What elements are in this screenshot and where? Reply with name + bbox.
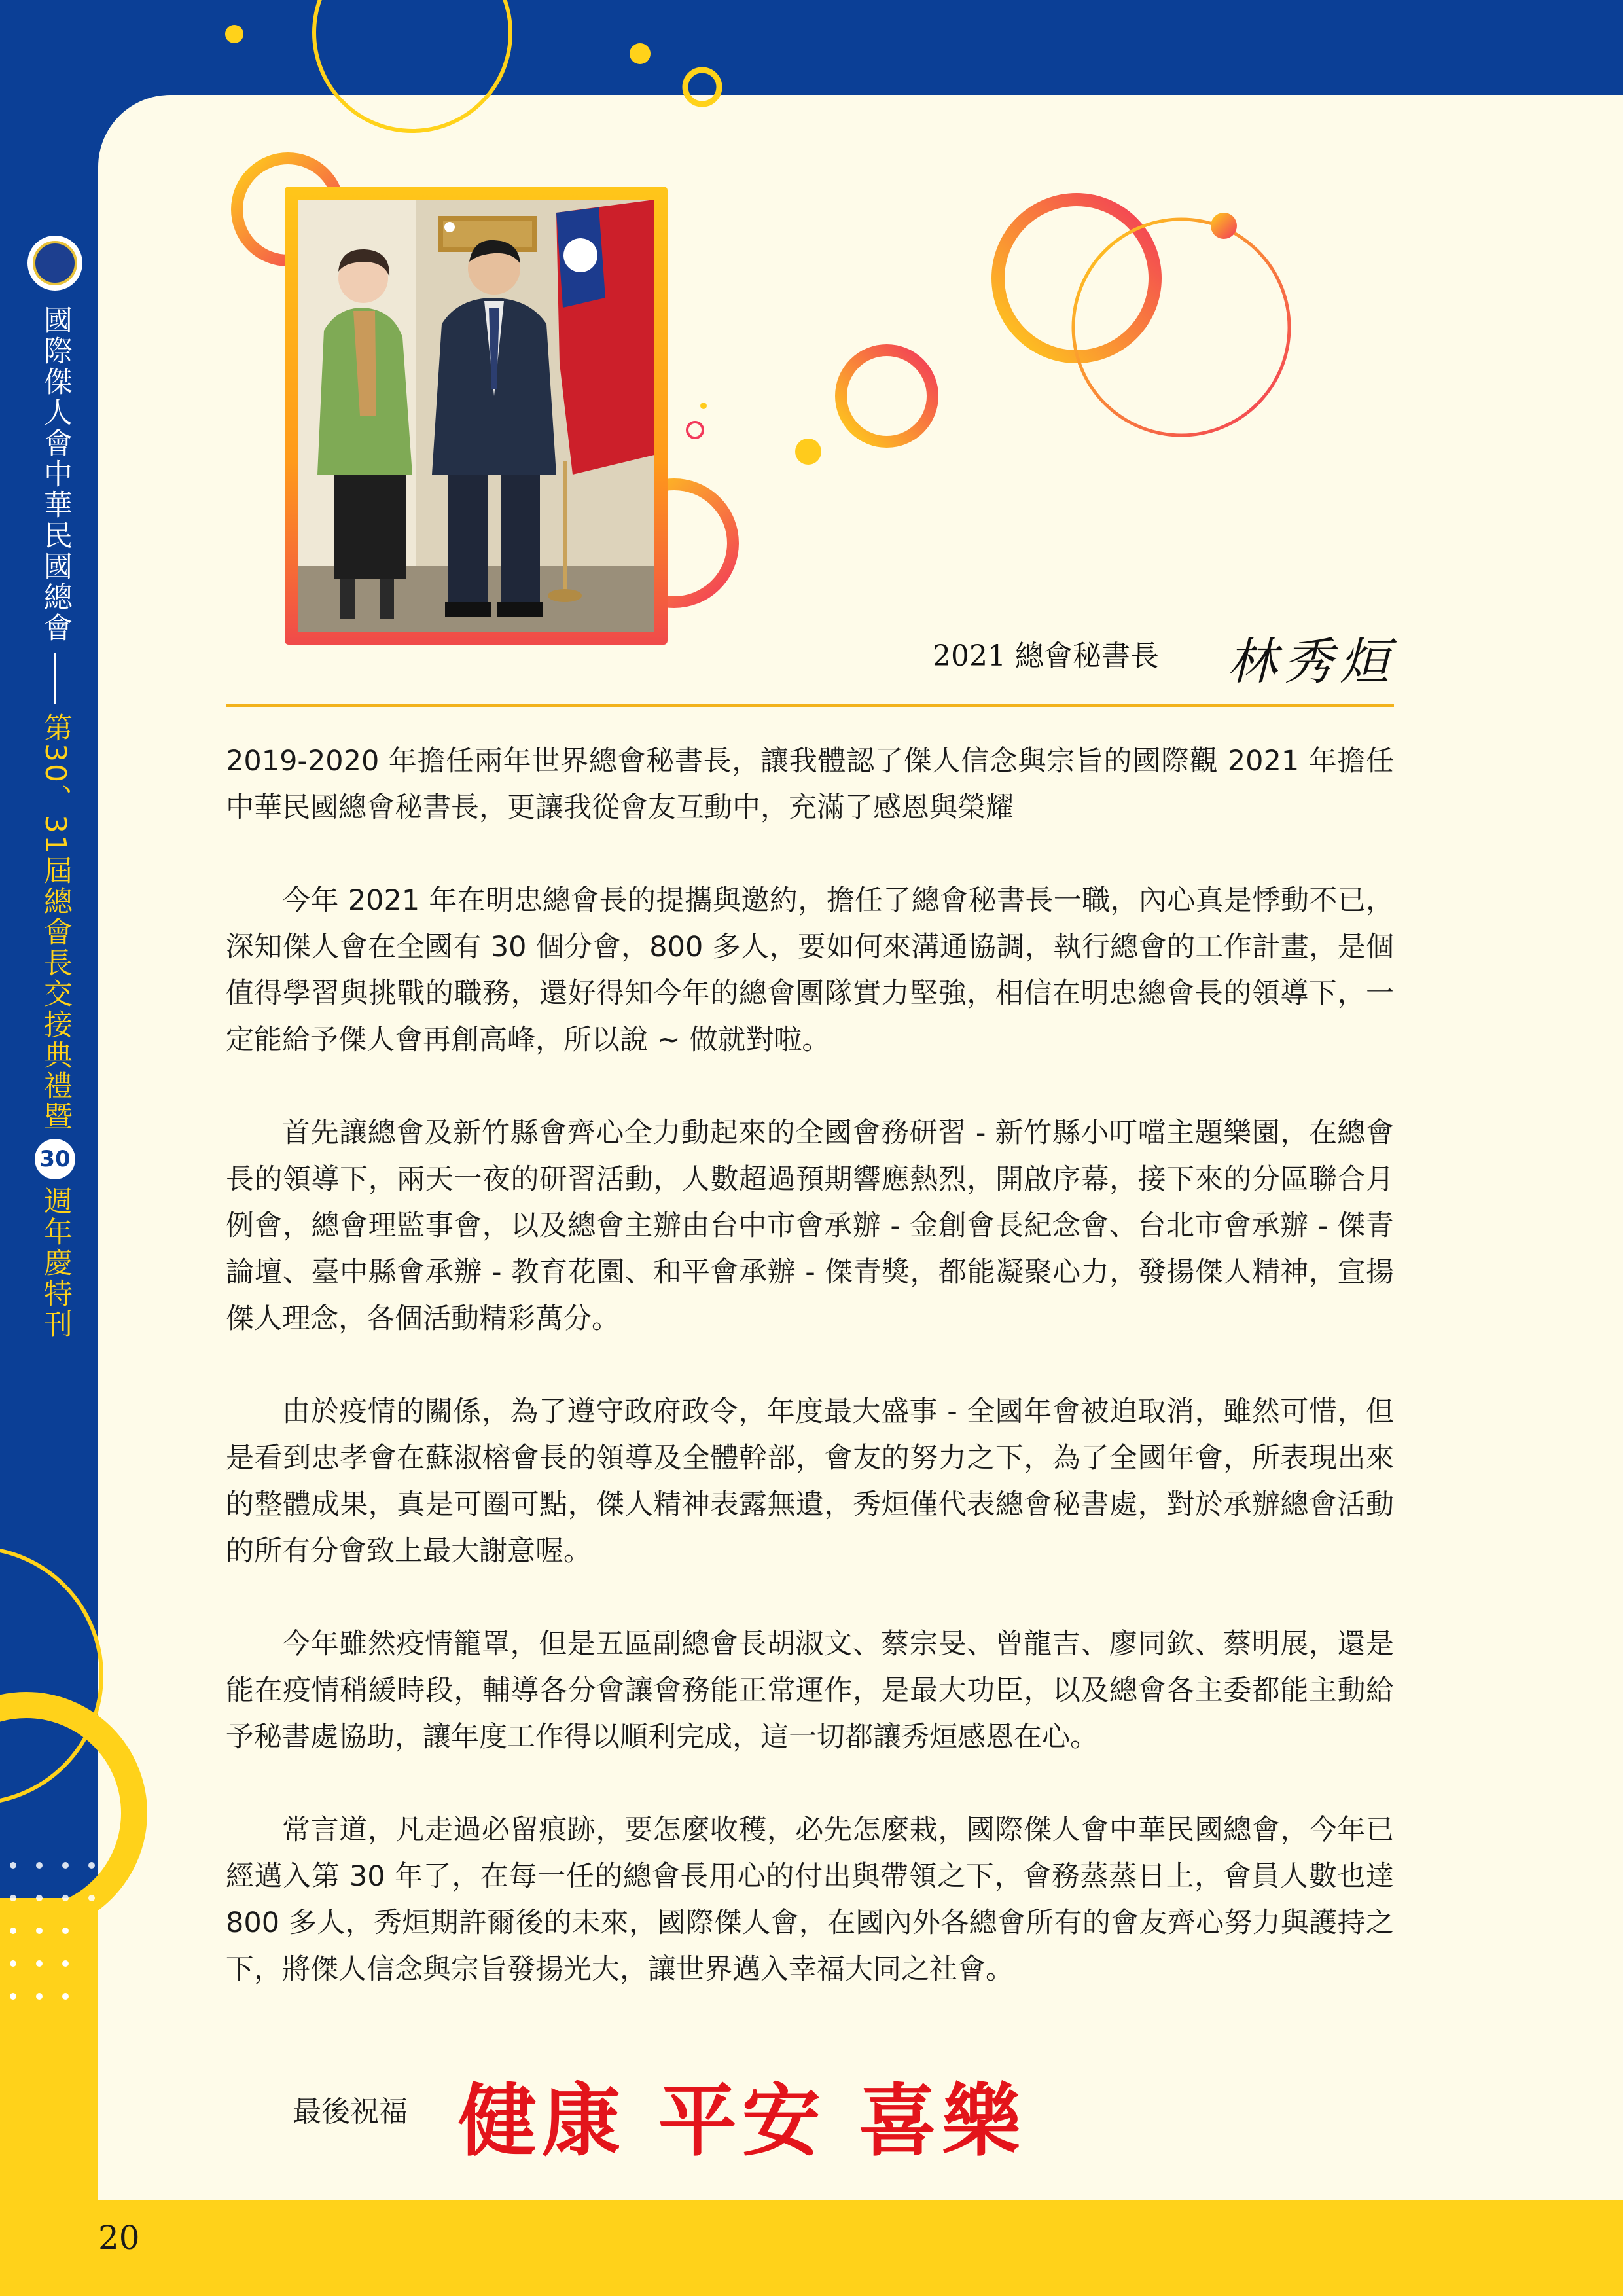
sidebar-subtitle-a: 第30、31屆總會長交接典禮暨 <box>39 713 72 1132</box>
caption-role: 2021 總會秘書長 <box>933 639 1159 673</box>
article-body <box>226 738 1394 2039</box>
paragraph-3: 首先讓總會及新竹縣會齊心全力動起來的全國會務研習 - 新竹縣小叮噹主題樂園，在總會長的領導下，兩天一夜的研習活動，人數超過預期響應熱烈，開啟序幕，接下來的分區聯合月例會，總會理監事會，以及總會主辦由台中市會承辦 - 金創會長紀念會、台北市會承辦 - 傑青論壇、臺中縣會承辦 - 教育花園、和平會承辦 - 傑青獎，都能凝聚心力，發揚傑人精神，宣揚傑人理念，各個活動精彩萬分。 <box>226 1117 1394 1335</box>
caption-name: 林秀烜 <box>1227 632 1396 691</box>
divider-rule <box>226 704 1394 707</box>
page-number: 20 <box>98 2219 140 2257</box>
paragraph-6: 常言道，凡走過必留痕跡，要怎麼收穫，必先怎麼栽，國際傑人會中華民國總會，今年已經邁入第 30 年了，在每一任的總會長用心的付出與帶領之下，會務蒸蒸日上，會員人數也達 800 多人，秀烜期許爾後的未來，國際傑人會，在國內外各總會所有的會友齊心努力與護持之下，將傑人信念與宗旨發揚光大，讓世界邁入幸福大同之社會。 <box>226 1814 1394 1986</box>
sidebar-divider <box>54 653 56 704</box>
association-logo <box>27 236 82 291</box>
sidebar-title: 國際傑人會中華民國總會 <box>39 305 72 643</box>
closing-wishes: 健康 平安 喜樂 <box>458 2075 1026 2167</box>
closing-label: 最後祝福 <box>293 2095 408 2128</box>
photo-frame <box>285 187 668 645</box>
anniversary-badge: 30 <box>35 1139 75 1179</box>
sidebar <box>27 236 82 1340</box>
paragraph-2: 今年 2021 年在明忠總會長的提攜與邀約，擔任了總會秘書長一職，內心真是悸動不已，深知傑人會在全國有 30 個分會，800 多人，要如何來溝通協調，執行總會的工作計畫，是個值得學習與挑戰的職務，還好得知今年的總會團隊實力堅強，相信在明忠總會長的領導下，一定能給予傑人會再創高峰，所以說 ~ 做就對啦。 <box>226 884 1394 1056</box>
paragraph-1: 2019-2020 年擔任兩年世界總會秘書長，讓我體認了傑人信念與宗旨的國際觀 2021 年擔任中華民國總會秘書長，更讓我從會友互動中，充滿了感恩與榮耀 <box>226 745 1394 824</box>
paragraph-4: 由於疫情的關係，為了遵守政府政令，年度最大盛事 - 全國年會被迫取消，雖然可惜，但是看到忠孝會在蘇淑榕會長的領導及全體幹部，會友的努力之下，為了全國年會，所表現出來的整體成果，真是可圈可點，傑人精神表露無遺，秀烜僅代表總會秘書處，對於承辦總會活動的所有分會致上最大謝意喔。 <box>226 1395 1394 1568</box>
sidebar-subtitle-b: 週年慶特刊 <box>39 1185 72 1340</box>
portrait-photo <box>298 200 654 632</box>
paragraph-5: 今年雖然疫情籠罩，但是五區副總會長胡淑文、蔡宗旻、曾龍吉、廖同欽、蔡明展，還是能在疫情稍緩時段，輔導各分會讓會務能正常運作，是最大功臣，以及總會各主委都能主動給予秘書處協助，讓年度工作得以順利完成，這一切都讓秀烜感恩在心。 <box>226 1628 1394 1753</box>
